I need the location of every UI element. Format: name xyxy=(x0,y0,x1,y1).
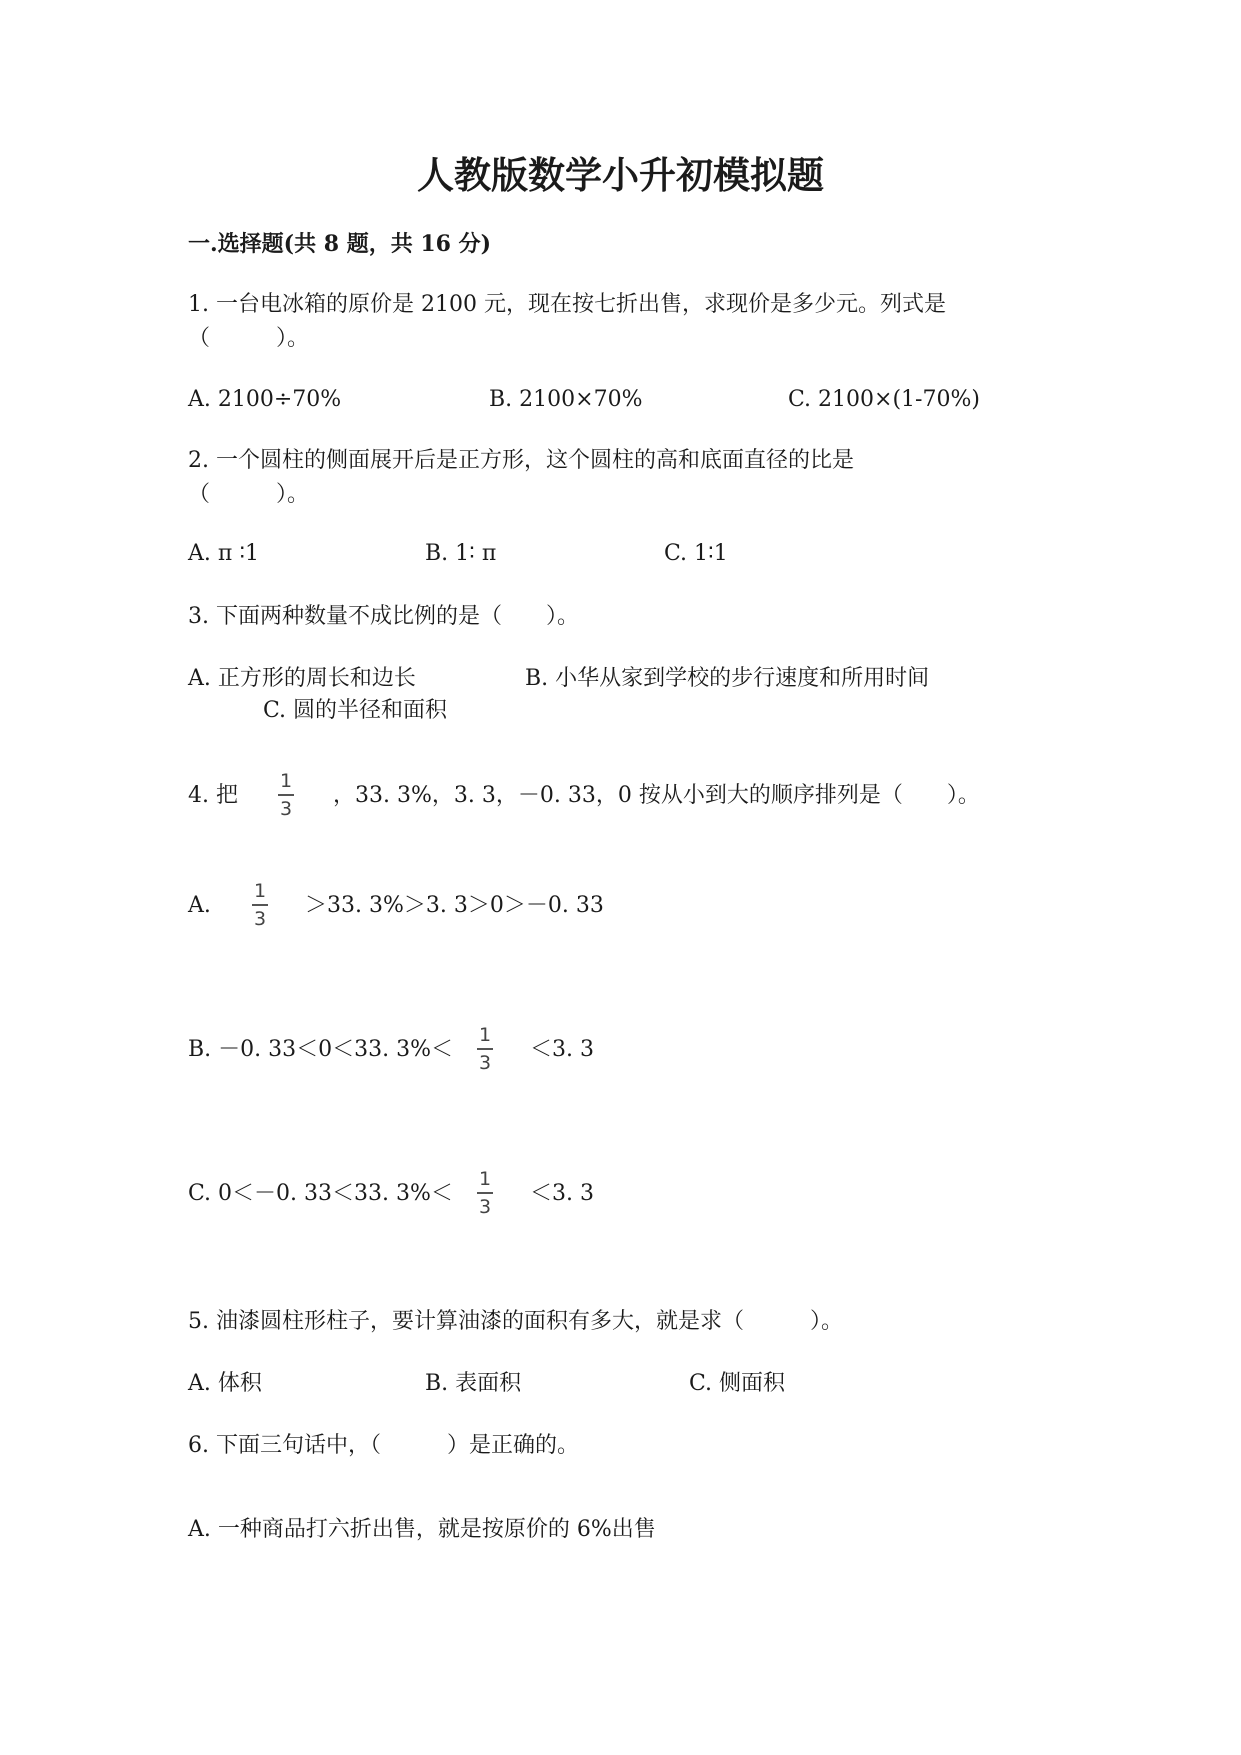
q6-option-a: A. 一种商品打六折出售，就是按原价的 6%出售 xyxy=(188,1517,656,1542)
q3-option-b: B. 小华从家到学校的步行速度和所用时间 xyxy=(525,666,930,691)
q4-option-c-suffix: ＜3. 3 xyxy=(530,1181,594,1206)
q4-stem-fraction xyxy=(274,770,298,820)
fraction-bar xyxy=(477,1048,493,1050)
fraction-bar xyxy=(477,1192,493,1194)
fraction-bar xyxy=(278,794,294,796)
q2-option-b: B. 1∶ π xyxy=(425,541,497,566)
q3-option-c: C. 圆的半径和面积 xyxy=(263,698,448,723)
q2-option-c: C. 1∶1 xyxy=(664,541,728,566)
q5-option-c: C. 侧面积 xyxy=(689,1371,786,1396)
q4-option-a-fraction xyxy=(248,880,272,930)
q4-stem-after: ，33. 3%，3. 3，－0. 33，0 按从小到大的顺序排列是（ ）。 xyxy=(333,783,980,808)
q4-stem-before: 4. 把 xyxy=(188,783,238,808)
q4-option-c-fraction xyxy=(473,1168,497,1218)
q1-option-a: A. 2100÷70% xyxy=(188,387,342,412)
fraction-denominator: 3 xyxy=(279,797,293,820)
page-title: 人教版数学小升初模拟题 xyxy=(417,153,824,197)
q2-stem-line2: （ ）。 xyxy=(188,482,310,507)
fraction-denominator: 3 xyxy=(253,907,267,930)
q2-option-a: A. π ∶1 xyxy=(188,541,260,566)
q5-option-b: B. 表面积 xyxy=(425,1371,522,1396)
q1-stem-line1: 1. 一台电冰箱的原价是 2100 元，现在按七折出售，求现价是多少元。列式是 xyxy=(188,292,946,317)
q2-stem-line1: 2. 一个圆柱的侧面展开后是正方形，这个圆柱的高和底面直径的比是 xyxy=(188,448,854,473)
q4-option-a-prefix: A. xyxy=(188,893,211,918)
q1-stem-line2: （ ）。 xyxy=(188,326,310,351)
q6-stem: 6. 下面三句话中，（ ）是正确的。 xyxy=(188,1433,579,1458)
fraction-numerator: 1 xyxy=(279,770,293,792)
q5-option-a: A. 体积 xyxy=(188,1371,262,1396)
section-heading: 一.选择题(共 8 题，共 16 分) xyxy=(188,231,492,257)
q3-stem: 3. 下面两种数量不成比例的是（ ）。 xyxy=(188,604,579,629)
fraction-denominator: 3 xyxy=(478,1195,492,1218)
fraction-bar xyxy=(252,904,268,906)
q4-option-a-suffix: ＞33. 3%＞3. 3＞0＞－0. 33 xyxy=(305,893,604,918)
q3-option-a: A. 正方形的周长和边长 xyxy=(188,666,416,691)
q4-option-c-prefix: C. 0＜－0. 33＜33. 3%＜ xyxy=(188,1181,453,1206)
q4-option-b-suffix: ＜3. 3 xyxy=(530,1037,594,1062)
q1-option-c: C. 2100×(1-70%) xyxy=(788,387,980,412)
q4-option-b-prefix: B. －0. 33＜0＜33. 3%＜ xyxy=(188,1037,454,1062)
q4-option-b-fraction xyxy=(473,1024,497,1074)
fraction-numerator: 1 xyxy=(478,1024,492,1046)
q5-stem: 5. 油漆圆柱形柱子，要计算油漆的面积有多大，就是求（ ）。 xyxy=(188,1309,843,1334)
q1-option-b: B. 2100×70% xyxy=(489,387,643,412)
fraction-numerator: 1 xyxy=(478,1168,492,1190)
fraction-denominator: 3 xyxy=(478,1051,492,1074)
fraction-numerator: 1 xyxy=(253,880,267,902)
